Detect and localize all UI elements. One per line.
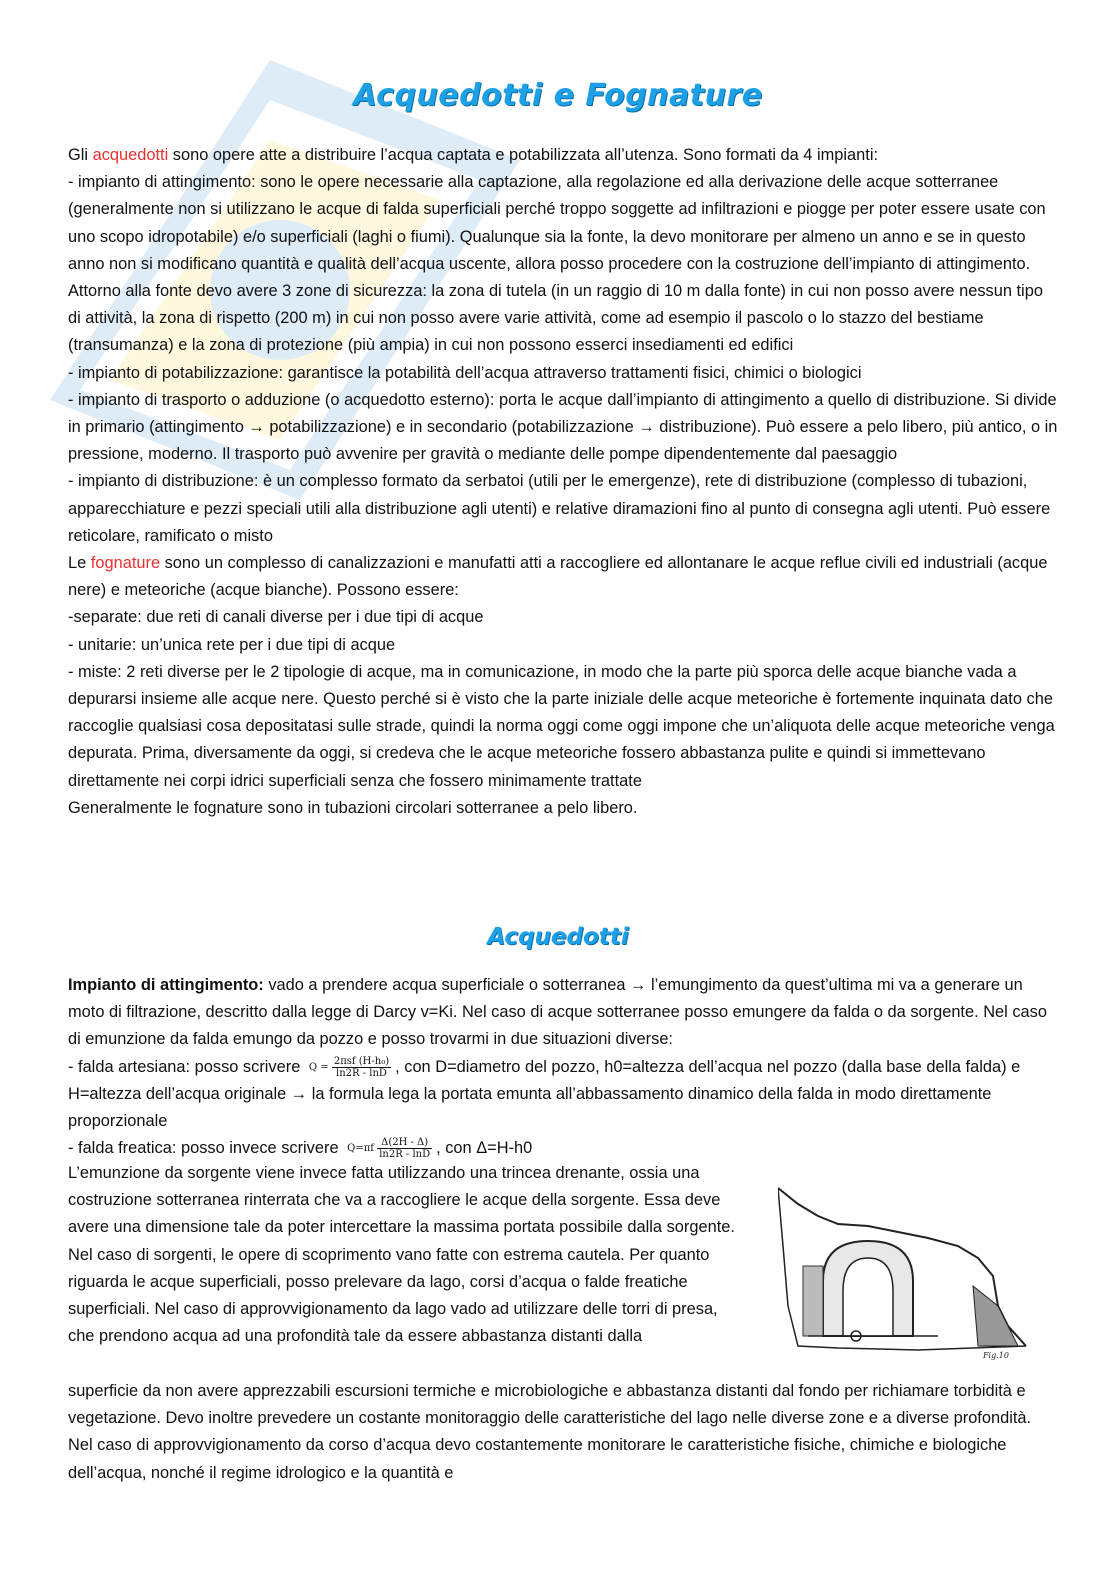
intro-paragraph-5: - impianto di distribuzione: è un complesso formato da serbatoi (utili per le emergenze), rete di distribuzione (complesso di tubazioni, apparecchiature e pezzi speciali utili alla distribuzione agli utenti) e relative diramazioni fino al punto di consegna agli utenti. Può essere reticolare, ramificato o misto bbox=[68, 472, 1051, 545]
section-paragraph-1: Impianto di attingimento: vado a prendere acqua superficiale o sotterranea → l’emungimento da quest’ultima mi va a generare un moto di filtrazione, descritto dalla legge di Darcy v=Ki. Nel caso di acque sotterranee posso emungere da falda o da sorgente. Nel caso di emunzione da falda emungo da pozzo e posso trovarmi in due situazioni diverse: bbox=[68, 976, 1047, 1049]
drainage-trench-figure bbox=[778, 1186, 1028, 1364]
section-text bbox=[68, 972, 1058, 1162]
highlight-fognature: fognature bbox=[90, 554, 161, 573]
intro-paragraph-9: - miste: 2 reti diverse per le 2 tipologie di acque, ma in comunicazione, in modo che la parte più sporca delle acque bianche vada a depurarsi insieme alle acque nere. Questo perché si è visto che la parte iniziale delle acque meteoriche è fortemente inquinata dato che raccoglie qualsiasi cosa depositatasi sulle strade, quindi la norma oggi come oggi impone che un’aliquota delle acque meteoriche venga depurata. Prima, diversamente da oggi, si credeva che le acque meteoriche fossero abbastanza pulite e quindi si immettevano direttamente nei corpi idrici superficiali senza che fossero minimamente trattate bbox=[68, 662, 1055, 790]
section-paragraph-4: L’emunzione da sorgente viene invece fatta utilizzando una trincea drenante, ossia una costruzione sotterranea rinterrata che va a raccogliere le acque della sorgente. Essa deve avere una dimensione tale da poter intercettare la massima portata possibile dalla sorgente. Nel caso di sorgenti, le opere di scoprimento vano fatte con estrema cautela. Per quanto riguarda le acque superficiali, posso prelevare da lago, corsi d’acqua o falde freatiche superficiali. Nel caso di approvvigionamento da lago vado ad utilizzare delle torri di presa, che prendono acqua ad una profondità tale da essere abbastanza distanti dalla bbox=[68, 1164, 735, 1346]
section-paragraph-3: - falda freatica: posso invece scrivere Q=πf $\frac{\Delta(2H - \Delta)}{\ln 2R - \ln D}$ , con Δ=H-h0 bbox=[68, 1137, 533, 1161]
intro-paragraph-3: - impianto di potabilizzazione: garantisce la potabilità dell’acqua attraverso trattamenti fisici, chimici o biologici bbox=[68, 363, 862, 382]
figure-caption: Fig.10 bbox=[983, 1351, 1009, 1360]
intro-text bbox=[68, 142, 1058, 822]
wrapped-text bbox=[68, 1160, 748, 1350]
section-paragraph-2: - falda artesiana: posso scrivere Q = $\frac{\text{2πsf (H-h₀)}}{\ln 2R - \ln D}$ , con D=diametro del pozzo, h0=altezza dell’acqua nel pozzo (dalla base della falda) e H=altezza dell’acqua originale → la formula lega la portata emunta all’abbassamento dinamico della falda in modo direttamente proporzionale bbox=[68, 1055, 1021, 1131]
section-title: Acquedotti bbox=[487, 924, 629, 950]
page-title: Acquedotti e Fognature bbox=[353, 78, 763, 113]
formula-phreatic: Q=πf $\frac{\Delta(2H - \Delta)}{\ln 2R - \ln D}$ bbox=[347, 1137, 431, 1161]
intro-paragraph-6: Le fognature sono un complesso di canalizzazioni e manufatti atti a raccogliere ed allontanare le acque reflue civili ed industriali (acque nere) e meteoriche (acque bianche). Possono essere: bbox=[68, 554, 1048, 600]
highlight-acquedotti: acquedotti bbox=[92, 146, 169, 164]
intro-paragraph-7: -separate: due reti di canali diverse per i due tipi di acque bbox=[68, 608, 484, 627]
formula-artesian: Q = $\frac{\text{2πsf (H-h₀)}}{\ln 2R - \ln D}$ bbox=[308, 1055, 390, 1079]
intro-paragraph-2: - impianto di attingimento: sono le opere necessarie alla captazione, alla regolazione ed alla derivazione delle acque sotterranee (generalmente non si utilizzano le acque di falda superficiali perché troppo soggette ad infiltrazioni e piogge per poter essere usate con uno scopo idropotabile) e/o superficiali (laghi o fiumi). Qualunque sia la fonte, la devo monitorare per almeno un anno e se in questo anno non si modificano quantità e qualità dell’acqua uscente, allora posso procedere con la costruzione dell’impianto di attingimento. Attorno alla fonte devo avere 3 zone di sicurezza: la zona di tutela (in un raggio di 10 m dalla fonte) in cui non posso avere nessun tipo di attività, la zona di rispetto (200 m) in cui non posso avere varie attività, come ad esempio il pascolo o lo stazzo del bestiame (transumanza) e la zona di protezione (più ampia) in cui non possono esserci insediamenti ed edifici bbox=[68, 173, 1046, 355]
intro-paragraph-8: - unitarie: un’unica rete per i due tipi di acque bbox=[68, 635, 396, 654]
intro-paragraph-1: Gli acquedotti sono opere atte a distribuire l’acqua captata e potabilizzata all’utenza. Sono formati da 4 impianti: bbox=[68, 146, 879, 164]
intro-paragraph-4: - impianto di trasporto o adduzione (o acquedotto esterno): porta le acque dall’impianto di attingimento a quello di distribuzione. Si divide in primario (attingimento → potabilizzazione) e in secondario (potabilizzazione → distribuzione). Può essere a pelo libero, più antico, o in pressione, moderno. Il trasporto può avvenire per gravità o mediante delle pompe dipendentemente dal paesaggio bbox=[68, 390, 1058, 464]
intro-paragraph-10: Generalmente le fognature sono in tubazioni circolari sotterranee a pelo libero. bbox=[68, 798, 638, 817]
section-paragraph-5: superficie da non avere apprezzabili escursioni termiche e microbiologiche e abbastanza distanti dal fondo per richiamare torbidità e vegetazione. Devo inoltre prevedere un costante monitoraggio delle caratteristiche del lago nelle diverse zone e a diverse profondità. Nel caso di approvvigionamento da corso d’acqua devo costantemente monitorare le caratteristiche fisiche, chimiche e biologiche dell’acqua, nonché il regime idrologico e la quantità e bbox=[68, 1382, 1032, 1482]
continued-text bbox=[68, 1378, 1058, 1487]
